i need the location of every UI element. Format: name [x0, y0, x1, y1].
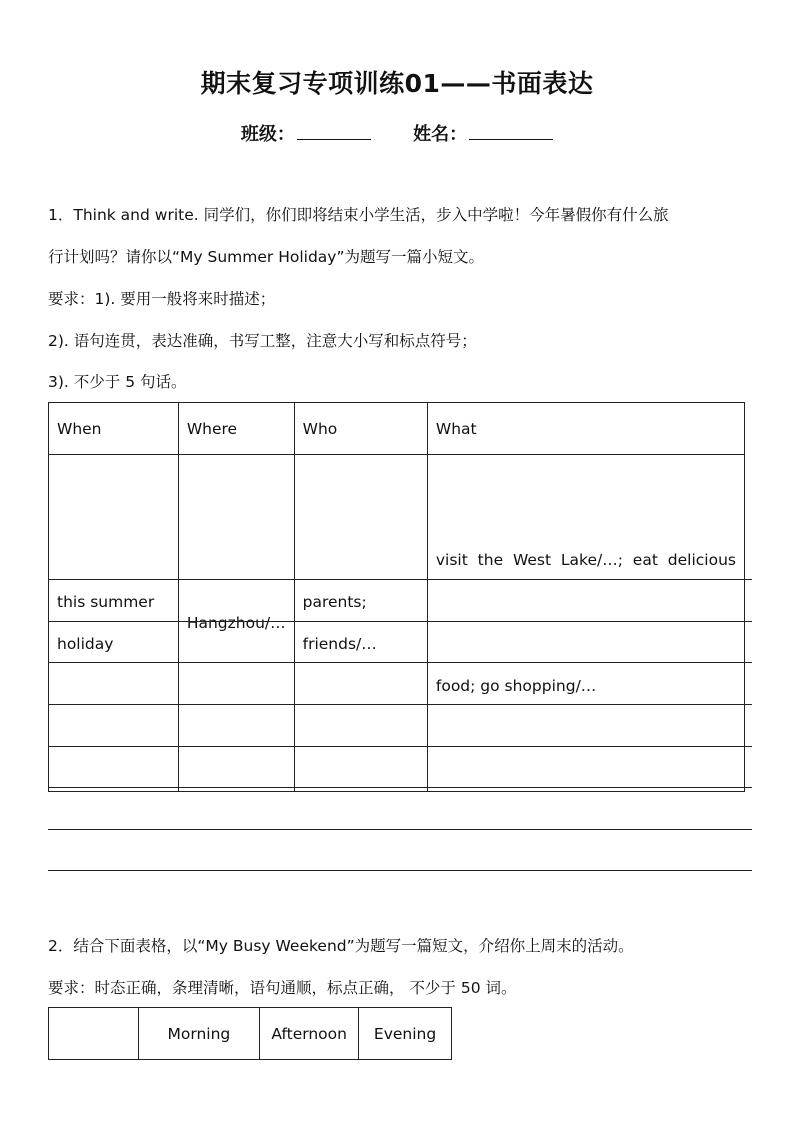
- cell-when-line: holiday: [57, 635, 114, 653]
- name-field: [413, 120, 553, 146]
- table-row: [49, 455, 745, 792]
- writing-line[interactable]: [48, 870, 752, 871]
- cell-who-line: friends/…: [302, 635, 377, 653]
- writing-line[interactable]: [48, 621, 752, 622]
- q1-requirement-1: 要求：1). 要用一般将来时描述；: [48, 290, 276, 308]
- writing-line[interactable]: [48, 704, 752, 705]
- header-morning: Morning: [138, 1008, 260, 1060]
- table-header-row: [49, 403, 745, 455]
- class-blank[interactable]: [297, 137, 371, 140]
- class-label: 班级：: [240, 124, 295, 145]
- writing-line[interactable]: [48, 579, 752, 580]
- q2-prompt-line: 2．结合下面表格，以“My Busy Weekend”为题写一篇短文，介绍你上周末的活动。: [48, 937, 634, 955]
- class-field: [241, 120, 371, 146]
- header-evening: Evening: [359, 1008, 452, 1060]
- q1-requirement-2: 2). 语句连贯，表达准确，书写工整，注意大小写和标点符号；: [48, 332, 477, 350]
- cell-when: [49, 455, 179, 792]
- header-where: Where: [178, 403, 294, 455]
- writing-line[interactable]: [48, 787, 752, 788]
- writing-line[interactable]: [48, 829, 752, 830]
- cell-what: [427, 455, 744, 792]
- cell-who: [294, 455, 427, 792]
- name-label: 姓名：: [413, 124, 468, 145]
- cell-when-line: this summer: [57, 593, 155, 611]
- table-header-row: [49, 1008, 452, 1060]
- cell-who-line: parents;: [302, 593, 367, 611]
- header-what: What: [427, 403, 744, 455]
- q1-plan-table: [48, 402, 745, 792]
- cell-what-line: food; go shopping/…: [435, 677, 597, 695]
- q2-requirement: 要求：时态正确，条理清晰，语句通顺，标点正确， 不少于 50 词。: [48, 979, 517, 997]
- q1-requirement-3: 3). 不少于 5 句话。: [48, 373, 187, 391]
- page-title: 期末复习专项训练01——书面表达: [200, 69, 594, 98]
- cell-what-line: visit the West Lake/…; eat delicious: [435, 551, 736, 569]
- name-blank[interactable]: [469, 137, 553, 140]
- cell-where: Hangzhou/…: [178, 455, 294, 792]
- q1-prompt-line-1: 1．Think and write. 同学们，你们即将结束小学生活，步入中学啦！今年暑假你有什么旅: [48, 206, 669, 224]
- header-blank-cell: [49, 1008, 139, 1060]
- q1-prompt-line-2: 行计划吗？请你以“My Summer Holiday”为题写一篇小短文。: [48, 248, 484, 266]
- header-when: When: [49, 403, 179, 455]
- q2-activity-table: [48, 1007, 452, 1060]
- writing-line[interactable]: [48, 662, 752, 663]
- header-afternoon: Afternoon: [260, 1008, 359, 1060]
- writing-line[interactable]: [48, 746, 752, 747]
- header-who: Who: [294, 403, 427, 455]
- student-info-line: [0, 120, 794, 146]
